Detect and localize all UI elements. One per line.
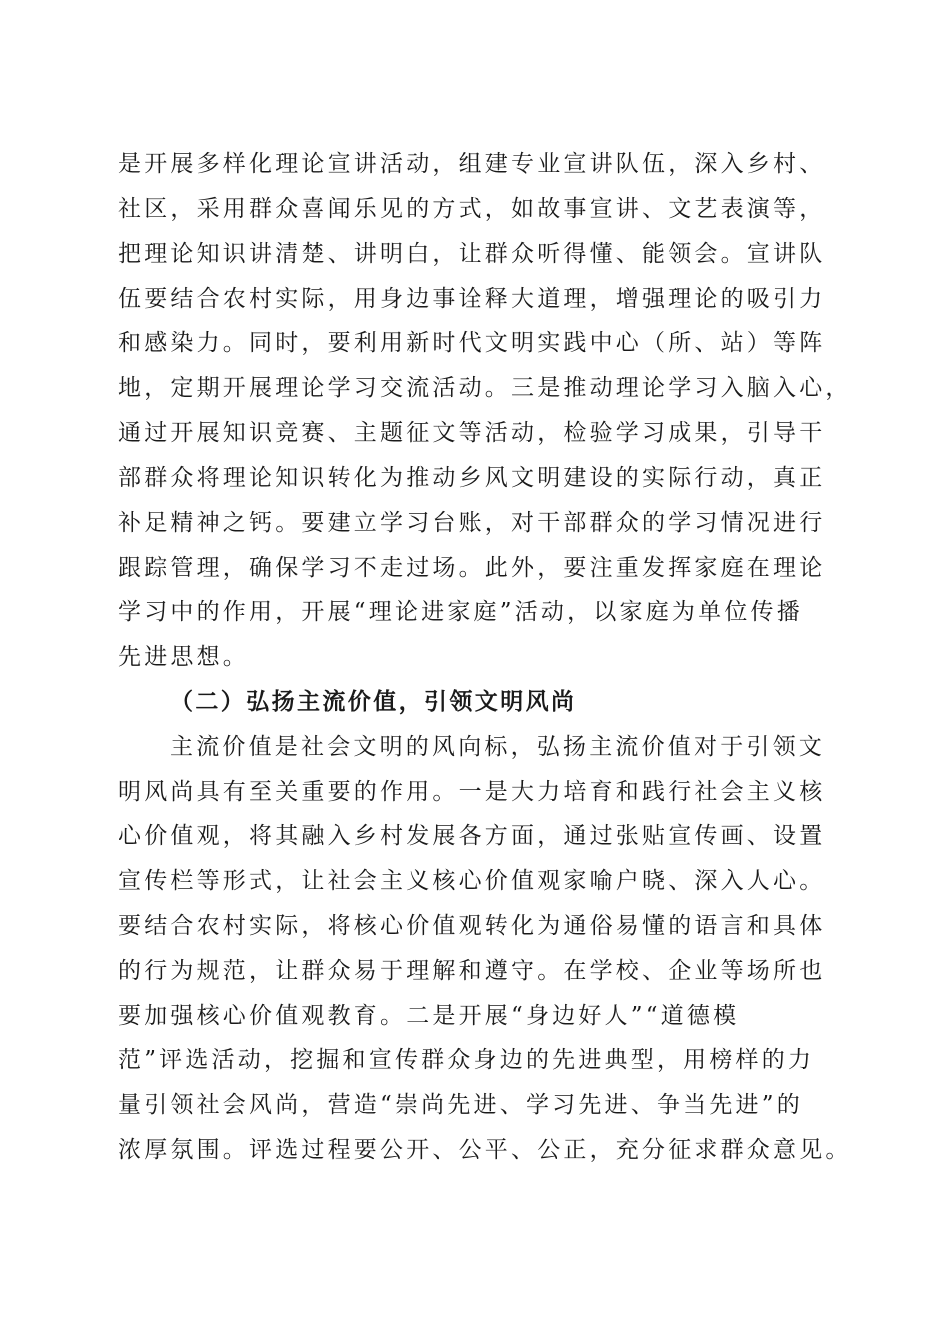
text-line: 跟踪管理，确保学习不走过场。此外，要注重发挥家庭在理论 <box>118 555 826 581</box>
text-line: 通过开展知识竞赛、主题征文等活动，检验学习成果，引导干 <box>118 420 826 446</box>
text-line: 的行为规范，让群众易于理解和遵守。在学校、企业等场所也 <box>118 958 826 984</box>
text-line: 部群众将理论知识转化为推动乡风文明建设的实际行动，真正 <box>118 465 826 491</box>
text-line: 范”评选活动，挖掘和宣传群众身边的先进典型，用榜样的力 <box>118 1047 815 1073</box>
text-line: 伍要结合农村实际，用身边事诠释大道理，增强理论的吸引力 <box>118 286 826 312</box>
text-line: 和感染力。同时，要利用新时代文明实践中心（所、站）等阵 <box>118 330 826 356</box>
text-line: 宣传栏等形式，让社会主义核心价值观家喻户晓、深入人心。 <box>118 868 826 894</box>
text-line: 补足精神之钙。要建立学习台账，对干部群众的学习情况进行 <box>118 510 826 536</box>
text-line: 把理论知识讲清楚、讲明白，让群众听得懂、能领会。宣讲队 <box>118 241 826 267</box>
text-line: 社区，采用群众喜闻乐见的方式，如故事宣讲、文艺表演等， <box>118 196 826 222</box>
text-line: 是开展多样化理论宣讲活动，组建专业宣讲队伍，深入乡村、 <box>118 151 826 177</box>
text-line: 心价值观，将其融入乡村发展各方面，通过张贴宣传画、设置 <box>118 823 826 849</box>
text-line: 地，定期开展理论学习交流活动。三是推动理论学习入脑入心， <box>118 375 852 401</box>
text-line: 要加强核心价值观教育。二是开展“身边好人”“道德模 <box>118 1003 740 1029</box>
text-line: 主流价值是社会文明的风向标，弘扬主流价值对于引领文 <box>170 734 825 760</box>
text-line: 明风尚具有至关重要的作用。一是大力培育和践行社会主义核 <box>118 779 826 805</box>
text-line: 要结合农村实际，将核心价值观转化为通俗易懂的语言和具体 <box>118 913 826 939</box>
text-line: 学习中的作用，开展“理论进家庭”活动，以家庭为单位传播 <box>118 599 803 625</box>
section-heading: （二）弘扬主流价值，引领文明风尚 <box>170 688 577 715</box>
text-line: 量引领社会风尚，营造“崇尚先进、学习先进、争当先进”的 <box>118 1092 803 1118</box>
text-line: 先进思想。 <box>118 644 249 670</box>
text-line: 浓厚氛围。评选过程要公开、公平、公正，充分征求群众意见。 <box>118 1137 852 1163</box>
